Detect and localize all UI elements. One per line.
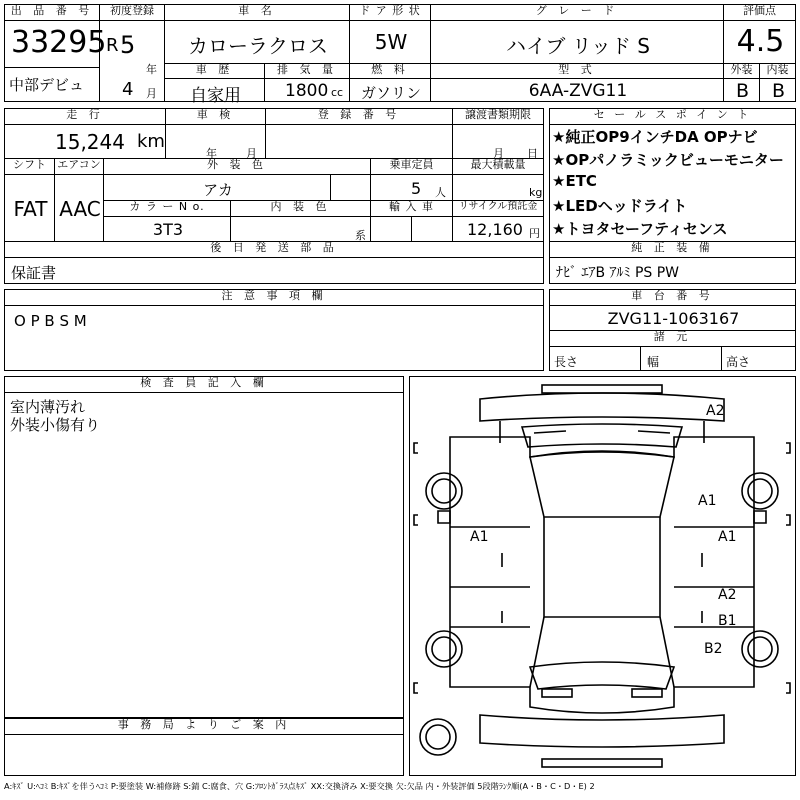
capacity: 5 (411, 179, 422, 198)
mileage-label: 走 行 (4, 108, 166, 125)
mileage: 15,244 (55, 130, 125, 154)
inspection-cell (165, 124, 266, 159)
fuel-cell (349, 78, 431, 102)
model-cell (430, 78, 724, 102)
height-label: 高さ (726, 355, 751, 369)
car-diagram (410, 377, 794, 774)
standard-equip: ﾅﾋﾞ ｴｱB ｱﾙﾐ PS PW (556, 265, 680, 281)
transfer-cell (452, 124, 544, 159)
door: 5W (374, 30, 408, 54)
after-parts-cell (4, 257, 544, 284)
ext-color-label: 外 装 色 (103, 158, 371, 175)
recycle-label: リサイクル預託金 (452, 200, 544, 217)
sales-point: ★OPパノラミックビューモニター (552, 151, 784, 169)
after-parts: 保証書 (11, 264, 57, 282)
sales-points-label: セ ー ル ス ポ イ ン ト (549, 108, 796, 125)
chassis-cell (549, 305, 796, 331)
mileage-cell (4, 124, 166, 159)
aircon-cell (54, 174, 104, 242)
height-cell (721, 346, 796, 371)
body-outline (450, 437, 754, 713)
import-cell-a (370, 216, 412, 242)
ext-color-blank (330, 174, 371, 201)
legend: A:ｷｽﾞ U:ﾍｺﾐ B:ｷｽﾞを伴うﾍｺﾐ P:要塗装 W:補修跡 S:錆 C:腐食、穴 G:ﾌﾛﾝﾄｶﾞﾗｽ点ｷｽﾞ XX:交換済み X:要交換 欠:欠品 内・外装評価 5段階ﾗﾝｸ順(A・B・C・D・E) 2 (4, 781, 595, 791)
history-label: 車 歴 (164, 63, 265, 79)
top-panel (480, 393, 724, 421)
shift-label: シフト (4, 158, 55, 175)
aircon: AAC (59, 197, 101, 221)
displacement: 1800 (285, 81, 329, 101)
sales-point: ★LEDヘッドライト (552, 197, 688, 215)
reg-no-label: 登 録 番 号 (265, 108, 453, 125)
exterior-grade-label: 外装 (723, 63, 760, 79)
exterior-grade-cell (723, 78, 760, 102)
wheel (432, 479, 456, 503)
color-no: 3T3 (152, 220, 184, 239)
yen-unit: 円 (529, 227, 540, 240)
displacement-label: 排 気 量 (264, 63, 350, 79)
sales-point: ★トヨタセーフティセンス (552, 220, 728, 238)
interior-grade-label: 内装 (759, 63, 796, 79)
damage-mark: A1 (718, 529, 737, 545)
standard-equip-cell (549, 257, 796, 284)
grade: ハイブ リッド S (505, 34, 650, 58)
transfer-label: 譲渡書類期限 (452, 108, 544, 125)
ext-color: アカ (203, 181, 233, 199)
first-reg-cell (99, 20, 165, 102)
damage-mark: B1 (718, 613, 737, 629)
model-label: 型 式 (430, 63, 724, 79)
model: 6AA-ZVG11 (528, 81, 628, 101)
door-cell (349, 20, 431, 64)
inspection-month-unit: 月 (246, 147, 257, 160)
reg-year: 5 (120, 31, 136, 59)
damage-mark: B2 (704, 641, 723, 657)
int-color-label: 内 装 色 (230, 200, 371, 217)
aircon-label: エアコン (54, 158, 104, 175)
sales-point: ★ETC (552, 172, 597, 190)
lot-no-cell (4, 20, 107, 68)
grade-label: グ レ ー ド (430, 4, 724, 21)
recycle-cell (452, 216, 544, 242)
import-cell-b (411, 216, 453, 242)
wheel (748, 637, 772, 661)
branch-cell (4, 67, 100, 102)
history-cell (164, 78, 265, 106)
score-cell (723, 20, 796, 64)
fuel-label: 燃 料 (349, 63, 431, 79)
damage-mark: A2 (706, 403, 725, 419)
fuel: ガソリン (360, 84, 421, 102)
inspection-label: 車 検 (165, 108, 266, 125)
car-name-cell (164, 20, 350, 64)
standard-equip-label: 純 正 装 備 (549, 241, 796, 258)
office-label: 事 務 局 よ り ご 案 内 (4, 718, 404, 735)
max-load-cell (452, 174, 544, 201)
damage-diagram (409, 376, 796, 776)
history: 自家用 (190, 86, 241, 106)
damage-mark: A1 (470, 529, 489, 545)
inspector-note: 外装小傷有り (10, 416, 101, 434)
people-unit: 人 (435, 186, 446, 199)
month-unit: 月 (146, 87, 157, 100)
capacity-cell (370, 174, 453, 201)
interior-grade: B (771, 80, 786, 102)
color-no-cell (103, 216, 231, 242)
interior-grade-cell (759, 78, 796, 102)
width-label: 幅 (647, 355, 660, 369)
notes: O P B S M (14, 312, 87, 330)
ext-color-cell (103, 174, 331, 201)
after-parts-label: 後 日 発 送 部 品 (4, 241, 544, 258)
length-cell (549, 346, 641, 371)
width-cell (640, 346, 722, 371)
length-label: 長さ (554, 355, 579, 369)
recycle: 12,160 (467, 220, 523, 239)
wheel (748, 479, 772, 503)
door-label: ド ア 形 状 (349, 4, 431, 21)
km-unit: km (137, 131, 165, 152)
kg-unit: kg (529, 186, 543, 199)
notes-label: 注 意 事 項 欄 (4, 289, 544, 306)
exterior-grade: B (735, 80, 750, 102)
capacity-label: 乗車定員 (370, 158, 453, 175)
score-label: 評価点 (723, 4, 796, 21)
grade-cell (430, 20, 724, 64)
first-reg-label: 初度登録 (99, 4, 165, 21)
chassis-label: 車 台 番 号 (549, 289, 796, 306)
color-no-label: カ ラ ー N o. (103, 200, 231, 217)
inspector-label: 検 査 員 記 入 欄 (4, 376, 404, 393)
inspector-note: 室内薄汚れ (10, 398, 86, 416)
chassis-no: ZVG11-1063167 (607, 309, 740, 328)
wheel (432, 637, 456, 661)
damage-mark: A2 (718, 587, 737, 603)
car-name-label: 車 名 (164, 4, 350, 21)
score: 4.5 (736, 24, 785, 59)
cc-unit: cc (331, 86, 344, 99)
damage-mark: A1 (698, 493, 717, 509)
series-unit: 系 (355, 229, 366, 242)
shift-cell (4, 174, 55, 242)
reg-no-cell (265, 124, 453, 159)
lot-no-label: 出 品 番 号 (4, 4, 100, 21)
lot-no: 33295 (11, 25, 107, 60)
displacement-cell (264, 78, 350, 102)
import-label: 輸 入 車 (370, 200, 453, 217)
transfer-day-unit: 日 (527, 147, 538, 160)
front-bumper (480, 715, 724, 747)
year-unit: 年 (146, 63, 157, 76)
rear-bumper-top (542, 385, 662, 393)
int-color-cell (230, 216, 371, 242)
dims-label: 諸 元 (549, 330, 796, 347)
car-name: カローラクロス (188, 34, 328, 58)
sales-point: ★純正OP9インチDA OPナビ (552, 128, 758, 146)
transfer-month-unit: 月 (493, 147, 504, 160)
max-load-label: 最大積載量 (452, 158, 544, 175)
branch: 中部デビュ (9, 76, 85, 94)
spare-wheel (426, 725, 450, 749)
reg-month: 4 (122, 79, 134, 100)
inspection-year-unit: 年 (206, 147, 217, 160)
era: R (106, 35, 119, 56)
shift: FAT (13, 197, 48, 221)
